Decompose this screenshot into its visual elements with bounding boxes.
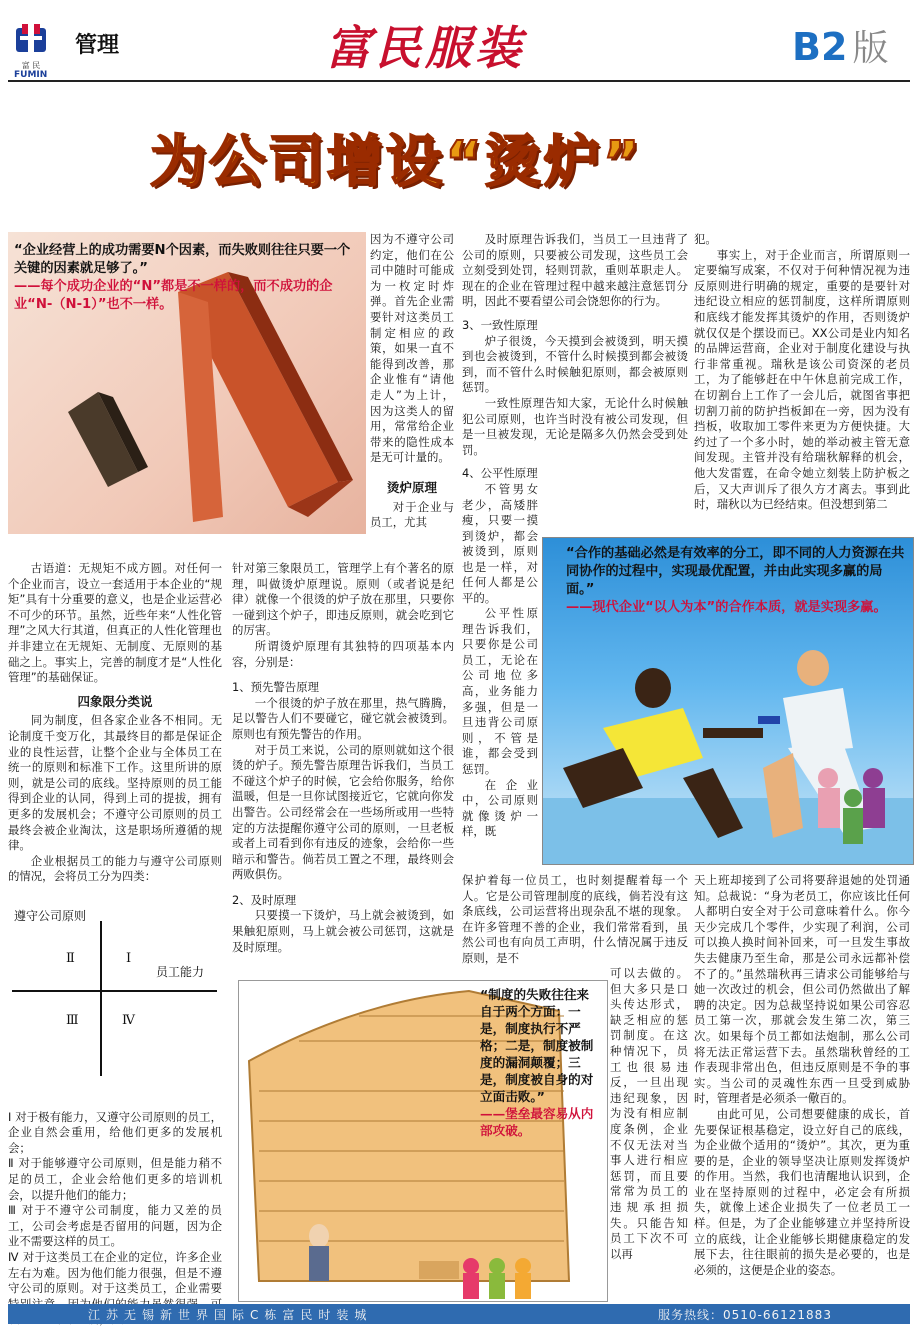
- quadrant-3-label: Ⅲ: [66, 1013, 79, 1028]
- col-b3-text: 一致性原理告知大家，无论什么时候触犯公司原则，也许当时没有被公司发现，但是一旦被发现，无论是隔多久仍然会受到处罚。: [462, 395, 688, 457]
- quote-3-source: ——堡垒最容易从内部攻破。: [480, 1106, 594, 1138]
- item3-title: 3、一致性原理: [462, 317, 538, 332]
- quote-3-main: “制度的失败往往来自于两个方面：一是，制度执行不严格；二是，制度被制度的漏洞颠覆；三是，制度被自身的对立面击败。”: [480, 987, 594, 1104]
- quadrant-2-label: Ⅱ: [66, 951, 75, 966]
- column-c: [694, 232, 910, 513]
- fumin-logo-icon: [14, 20, 48, 60]
- quadrant-x-axis: [12, 990, 217, 992]
- heading-four-quadrants: 四象限分类说: [77, 693, 153, 709]
- quote-2-source: ——现代企业“以人为本”的合作本质，就是实现多赢。: [566, 600, 887, 615]
- page-label: B2: [792, 25, 848, 69]
- quote-1-source: ——每个成功企业的“N”都是不一样的，而不成功的企业“N-（N-1）”也不一样。: [14, 279, 333, 312]
- item4-title: 4、公平性原理: [462, 466, 538, 481]
- left3-text: 企业根据员工的能力与遵守公司原则的情况，会将员工分为四类：: [8, 853, 222, 884]
- quote-1: [14, 242, 356, 314]
- col-c1-text: 犯。: [694, 232, 717, 246]
- mid3-text: 一个很烫的炉子放在那里，热气腾腾，足以警告人们不要碰它，碰它就会被烫到。原则也有预先警告的作用。: [232, 695, 454, 741]
- column-middle: [232, 561, 454, 955]
- col-a2-text: 对于企业与员工，尤其: [370, 499, 454, 530]
- col-b2-text: 炉子很烫，今天摸到会被烫到，明天摸到也会被烫到，不管什么时候摸到都会被烫到，而不管什么时候触犯原则，都会被原则惩罚。: [462, 333, 688, 395]
- left1-text: 古语道：无规矩不成方圆。对任何一个企业而言，设立一套适用于本企业的“规矩”具有十分重要的意义，也是企业运营必不可少的环节。虽然，近些年来“人性化管理”之风大行其道，但真正的人性化管理也并非建立在无规矩、无制度、无原则的基础之上。事实上，完善的制度才是“人性化管理”的基础保证。: [8, 561, 222, 685]
- column-right-bottom: [694, 873, 910, 1278]
- quadrant-y-axis: [100, 921, 102, 1076]
- right-bottom-text: 天上班却接到了公司将要辞退她的处罚通知。总裁说：“身为老员工，你应该比任何人都明白安全对于公司意味着什么。你今天少完成几个零件，少实现了利润，公司可以换人换时间补回来，可一旦发生事故失去健康乃至生命，那是公司永远都补偿不了的。”虽然瑞秋再三请求公司能够给与她一次改过的机会，但公司仍然做出了解聘的决定。因为总裁坚持说如果公司容忍员工第一次，那就会发生第二次，第三次。如果每个员工都如法炮制，那么公司将无法正常运营下去。虽然瑞秋曾经的工作表现非常出色，但违反原则是不争的事实。当公司的灵魂性东西一旦受到威胁时，管理者是必须杀一儆百的。: [694, 873, 910, 1106]
- mid6-text: 保护着每一位员工，也时刻提醒着每一个人。它是公司管理制度的底线，倘若没有这条底线，公司运营将出现杂乱不堪的现象。在许多管理不善的企业，我们常常看到，虽然公司也有向员工声明，什么情况属于违反原则，是不: [462, 873, 688, 965]
- footer-bar: [8, 1304, 910, 1324]
- mid2-text: 所谓烫炉原理有其独特的四项基本内容，分别是：: [232, 638, 454, 669]
- page-number: [792, 20, 889, 71]
- col-b5-text: 公平性原理告诉我们，只要你是公司员工，无论在公司地位多高，业务能力多强，但是一旦违背公司原则，不管是谁，都会受到惩罚。: [462, 606, 538, 776]
- header-rule: [8, 80, 910, 82]
- footer-address: 江苏无锡新世界国际C栋富民时装城: [88, 1308, 373, 1322]
- wall-col-text: 可以去做的。但大多只是口头传达形式，缺乏相应的惩罚制度。在这种情况下，员工也很易违反，一旦出现违纪现象，因为没有相应制度条例，企业不仅无法对当事人进行相应惩罚，而且要常常为员工的违规承担损失。只能告知员工下次不可以再: [610, 966, 688, 1261]
- quadrant-diagram: [8, 905, 222, 1080]
- column-middle-wide: [462, 873, 688, 967]
- column-left: [8, 561, 222, 885]
- headline: 为公司增设“烫炉”: [150, 130, 643, 195]
- mid4-text: 对于员工来说，公司的原则就如这个很烫的炉子。预先警告原理告诉我们，当员工不碰这个炉子的时候，它会给你服务，给你温暖，但是一旦你试图接近它，它就向你发出警告。公司经常会在一些场所或用一些特定的方法提醒你遵守公司的原则，一旦老板或者上司看到你有违反的迹象，会给你一些暗示和警告。倘若员工置之不理，最终则会两败俱伤。: [232, 742, 454, 882]
- footer-hotline: 服务热线：0510-66121883: [658, 1308, 832, 1322]
- col-c2-text: 事实上，对于企业而言，所谓原则一定要编写成案，不仅对于何种情况视为违反原则进行明确的规定，重要的是要针对违纪设立相应的惩罚制度，这样所谓原则和底线才能发挥其烫炉的作用，否则烫炉就仅仅是个摆设而已。XX公司是业内知名的品牌运营商，企业对于制度化建设与执行非常重视。瑞秋是该公司资深的老员工，为了能够赶在中午休息前完成工作，在切割台上工作了一会儿后，就图省事把切割刀前的防护挡板卸在一旁，因为没有挡板，收取加工零件来更为方便快捷。大约过了一个多小时，她的举动被主管无意间发现。主管并没有给瑞秋解释的机会，他大发雷霆，在命令她立刻装上防护板之后，又大声训斥了很久方才离去。事到此时，瑞秋以为已经结束。但没想到第二: [694, 247, 910, 512]
- quadrant-4-label: Ⅳ: [122, 1013, 135, 1028]
- col-b1-text: 及时原理告诉我们，当员工一旦违背了公司的原则，只要被公司发现，这些员工会立刻受到处罚，轻则罚款，重则革职走人。现在的企业在管理过程中越来越注意惩罚分明，因此不要看望公司会饶恕你的行为。: [462, 232, 688, 309]
- page-suffix: 版: [852, 28, 889, 69]
- col-b6-text: 在企业中，公司原则就像烫炉一样，既: [462, 777, 538, 839]
- right-bottom2-text: 由此可见，公司想要健康的成长，首先要保证根基稳定，设立好自己的底线，为企业做个适用的“烫炉”。其次，更为重要的是，企业的领导坚决让原则发挥烫炉的作用。当然，我们也清醒地认识到，企业在坚持原则的过程中，必定会有所损失，就像上述企业损失了一位老员工一样。但是，为了企业能够建立并坚持所设立的底线，让企业能够长期健康稳定的发展下去，往往眼前的损失是必要的，也是必须的，这便是企业的姿态。: [694, 1106, 910, 1277]
- logo: [14, 20, 48, 80]
- quadrant-explanations: Ⅰ 对于极有能力，又遵守公司原则的员工，企业自然会重用，给他们更多的发展机会； Ⅱ 对于能够遵守公司原则，但是能力稍不足的员工，企业会给他们更多的培训机会，以提升他们的能力； Ⅲ 对于不遵守公司制度，能力又差的员工，公司会考虑是否留用的问题，因为企业不需要这样的员工。 Ⅳ 对于这类员工在企业的定位，许多企业左右为难。因为他们能力很强，但是不遵守公司的原则。对于这类员工，企业需要: [8, 1109, 222, 1296]
- heading-tanglu: 烫炉原理: [386, 479, 437, 495]
- quadrant-1-label: Ⅰ: [126, 951, 132, 966]
- logo-caption: FUMIN: [14, 70, 48, 80]
- col-a-text: 因为不遵守公司约定，他们在公司中随时可能成为一枚定时炸弹。首先企业需要针对这类员工制定相应的政策，如果一直不能得到改善，那企业惟有“请他走人”为上计，因为这类人的留用，常常给企业带来的隐性成本是无可计量的。: [370, 232, 454, 465]
- column-a: [370, 232, 454, 531]
- logo-small-text: 富 民: [21, 61, 41, 70]
- section-label: 管理: [75, 33, 120, 58]
- quadrant-y-label: 遵守公司原则: [14, 909, 87, 923]
- quote-3: [480, 986, 598, 1139]
- quote-2: [566, 545, 906, 617]
- column-b-narrow: [462, 606, 538, 840]
- quadrant-x-label: 员工能力: [156, 965, 205, 979]
- col-b4-text: 不管男女老少，高矮胖瘦，只要一摸到烫炉，都会被烫到，原则也是一样，对任何人都是公平的。: [462, 481, 538, 606]
- column-wall-side: [610, 966, 688, 1262]
- left2-text: 同为制度，但各家企业各不相同。无论制度千变万化，其最终目的都是保证企业的良性运营，让整个企业与全体员工在统一的原则和标准下工作。这里所讲的原则，就是公司的底线。坚持原则的员工能得到企业的认同，得到上司的提拔，拥有更多的发展机会；不遵守公司原则的员工最终会被企业淘汰，这是职场所遵循的规律。: [8, 713, 222, 853]
- item2-title: 2、及时原理: [232, 892, 297, 907]
- quote-1-main: “企业经营上的成功需要N个因素，而失败则往往只要一个关键的因素就足够了。”: [14, 243, 351, 276]
- item1-title: 1、预先警告原理: [232, 680, 319, 695]
- quote-2-main: “合作的基础必然是有效率的分工，即不同的人力资源在共同协作的过程中，实现最优配置，并由此实现多赢的局面。”: [566, 546, 905, 597]
- masthead: 富民服装: [325, 21, 525, 75]
- mid1-text: 针对第三象限员工，管理学上有个著名的原理，叫做烫炉原理说。原则（或者说是纪律）就像一个很烫的炉子放在那里，只要你一碰到这个炉子，即违反原则，就会吃到它的厉害。: [232, 561, 454, 638]
- mid5-text: 只要摸一下烫炉，马上就会被烫到，如果触犯原则，马上就会被公司惩罚，这就是及时原理。: [232, 908, 454, 954]
